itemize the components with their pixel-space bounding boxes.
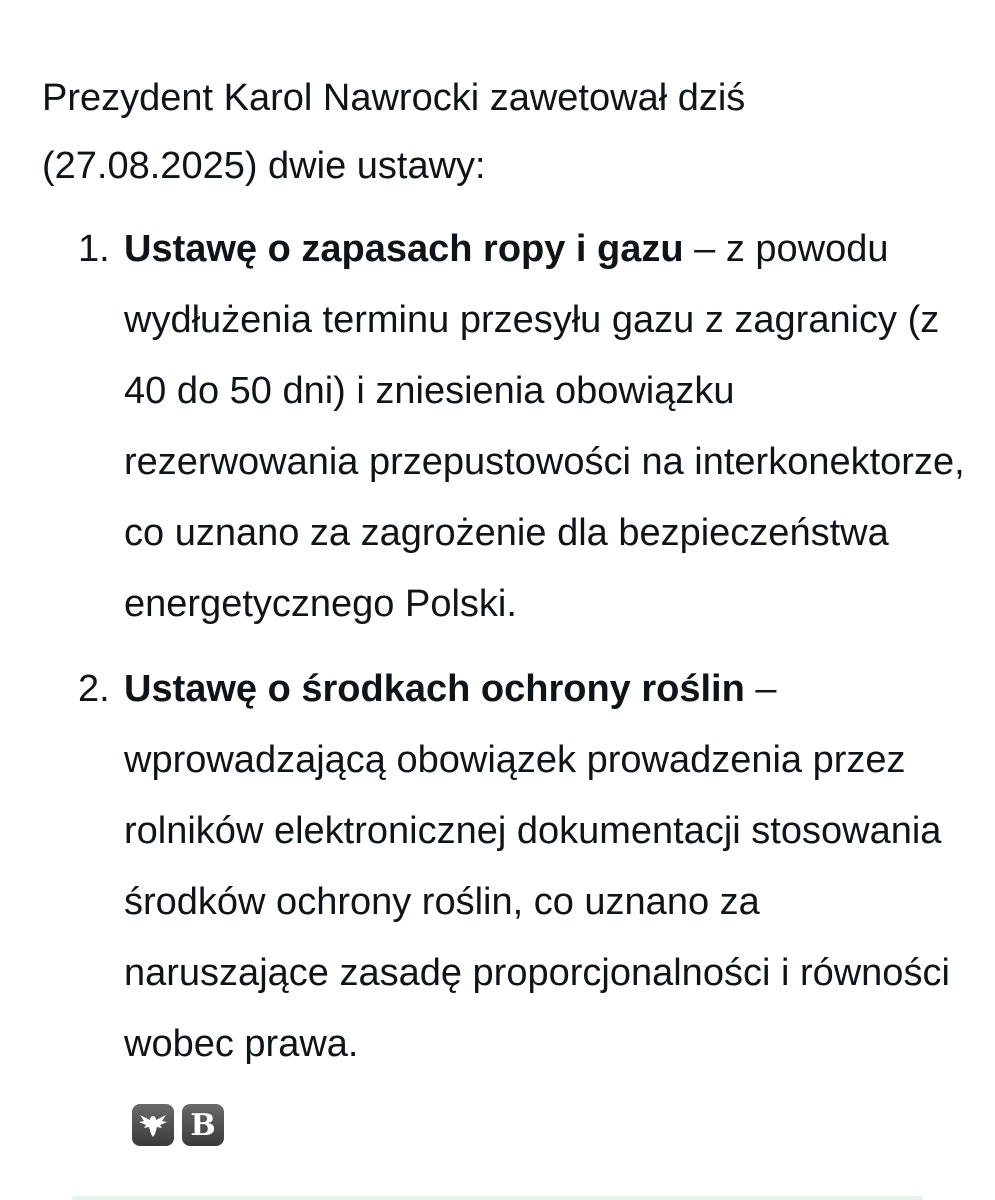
list-item-text: – wprowadzającą obowiązek prowadzenia przez rolników elektronicznej dokumentacji stosowania środków ochrony roślin, co uznano za naruszające zasadę proporcjonalności i równości wobec prawa.	[124, 668, 950, 1065]
letter-b-icon: B	[182, 1104, 224, 1146]
post-intro: Prezydent Karol Nawrocki zawetował dziś (27.08.2025) dwie ustawy:	[42, 77, 746, 187]
veto-list	[42, 214, 967, 1080]
list-item-number: 2.	[78, 668, 110, 710]
list-item-text: – z powodu wydłużenia terminu przesyłu gazu z zagranicy (z 40 do 50 dni) i zniesienia obowiązku rezerwowania przepustowości na interkonektorze, co uznano za zagrożenie dla bezpieczeństwa energetycznego Polski.	[124, 228, 965, 625]
list-item-title: Ustawę o środkach ochrony roślin	[124, 668, 745, 710]
list-item-number: 1.	[78, 228, 110, 270]
divider	[72, 1196, 923, 1200]
emoji-row	[132, 1104, 224, 1146]
eagle-emblem-svg	[138, 1112, 168, 1138]
eagle-emblem-icon	[132, 1104, 174, 1146]
list-item	[42, 214, 967, 640]
post-body	[42, 64, 967, 1080]
list-item	[42, 654, 967, 1080]
list-item-title: Ustawę o zapasach ropy i gazu	[124, 228, 684, 270]
